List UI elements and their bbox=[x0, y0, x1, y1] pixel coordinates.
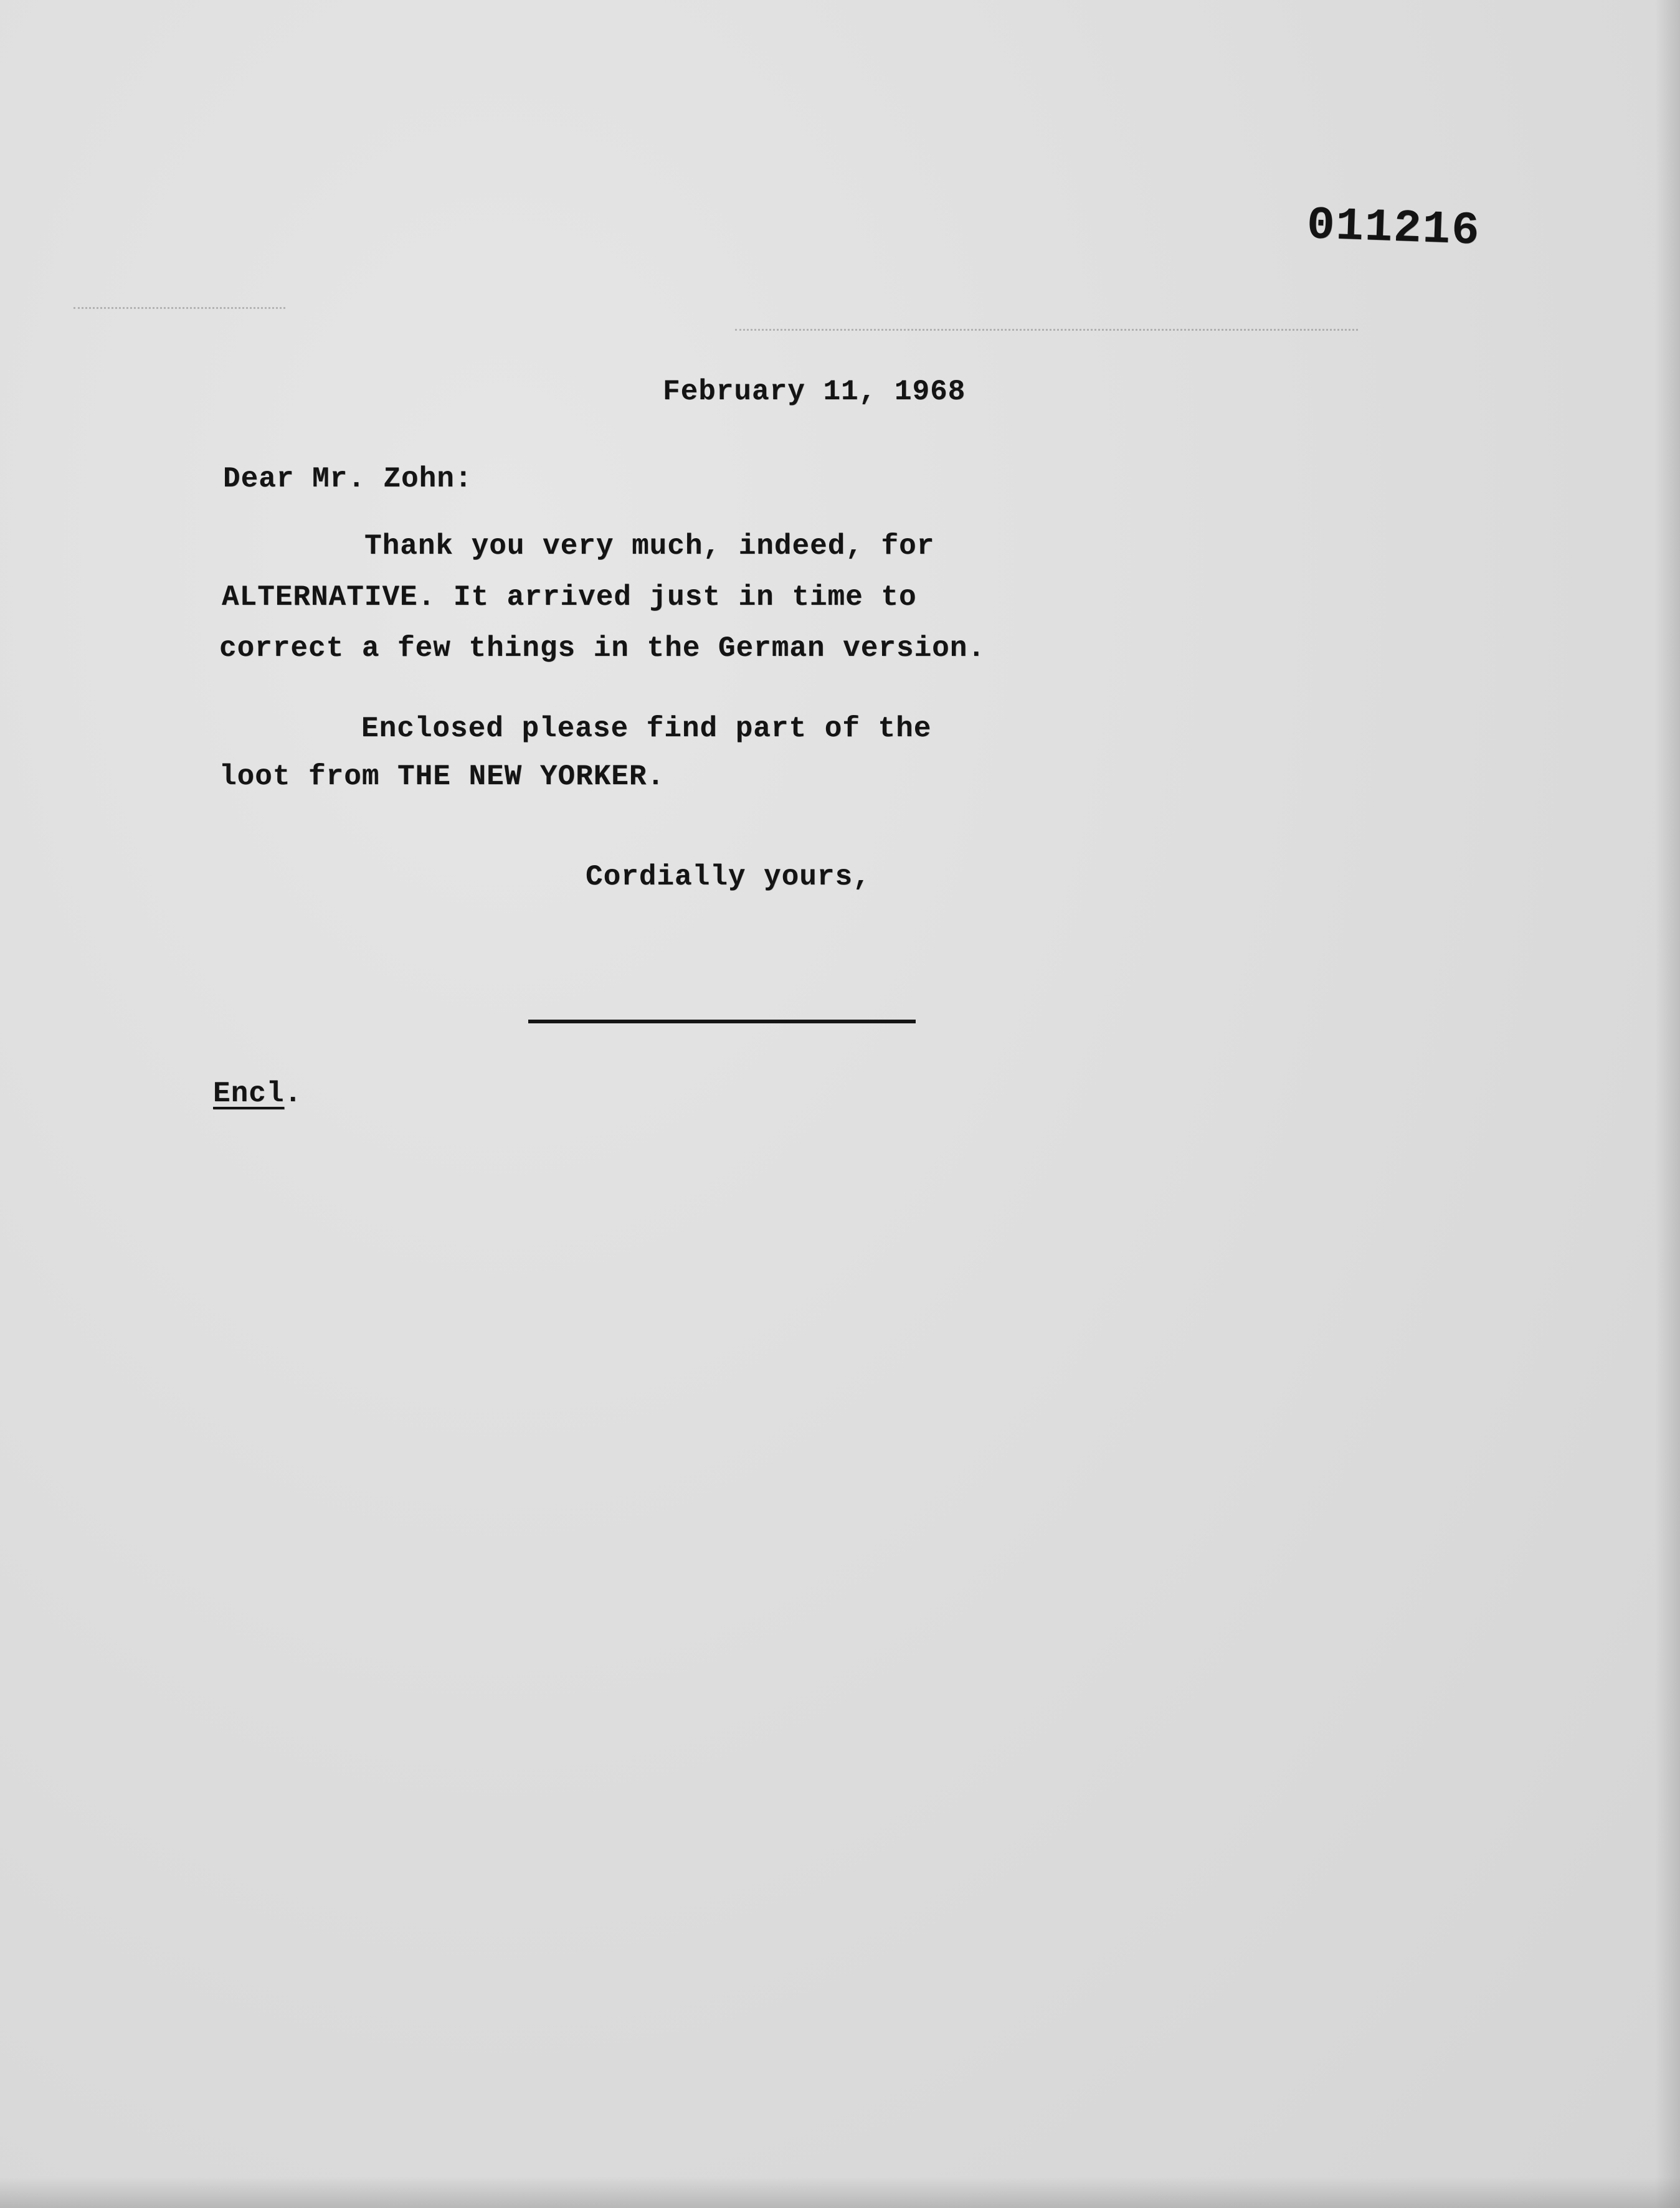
salutation: Dear Mr. Zohn: bbox=[223, 463, 473, 495]
page-edge-shadow-right bbox=[1655, 0, 1680, 2208]
closing: Cordially yours, bbox=[586, 861, 871, 893]
faint-rule-left bbox=[74, 307, 285, 311]
faint-rule-right bbox=[735, 329, 1358, 333]
enclosure-notation bbox=[213, 1079, 302, 1108]
letter-date: February 11, 1968 bbox=[663, 376, 966, 408]
document-number: 011216 bbox=[1306, 199, 1481, 258]
signature-line bbox=[528, 1020, 916, 1023]
paragraph1-line1: Thank you very much, indeed, for bbox=[364, 530, 935, 562]
paragraph2-line2: loot from THE NEW YORKER. bbox=[219, 760, 665, 793]
enclosure-label: Encl bbox=[213, 1078, 285, 1110]
enclosure-period: . bbox=[284, 1078, 303, 1110]
paragraph1-line2: ALTERNATIVE. It arrived just in time to bbox=[222, 581, 917, 614]
page-edge-shadow-bottom bbox=[0, 2177, 1680, 2208]
paragraph1-line3: correct a few things in the German version. bbox=[219, 632, 985, 665]
paragraph2-line1: Enclosed please find part of the bbox=[361, 713, 932, 745]
